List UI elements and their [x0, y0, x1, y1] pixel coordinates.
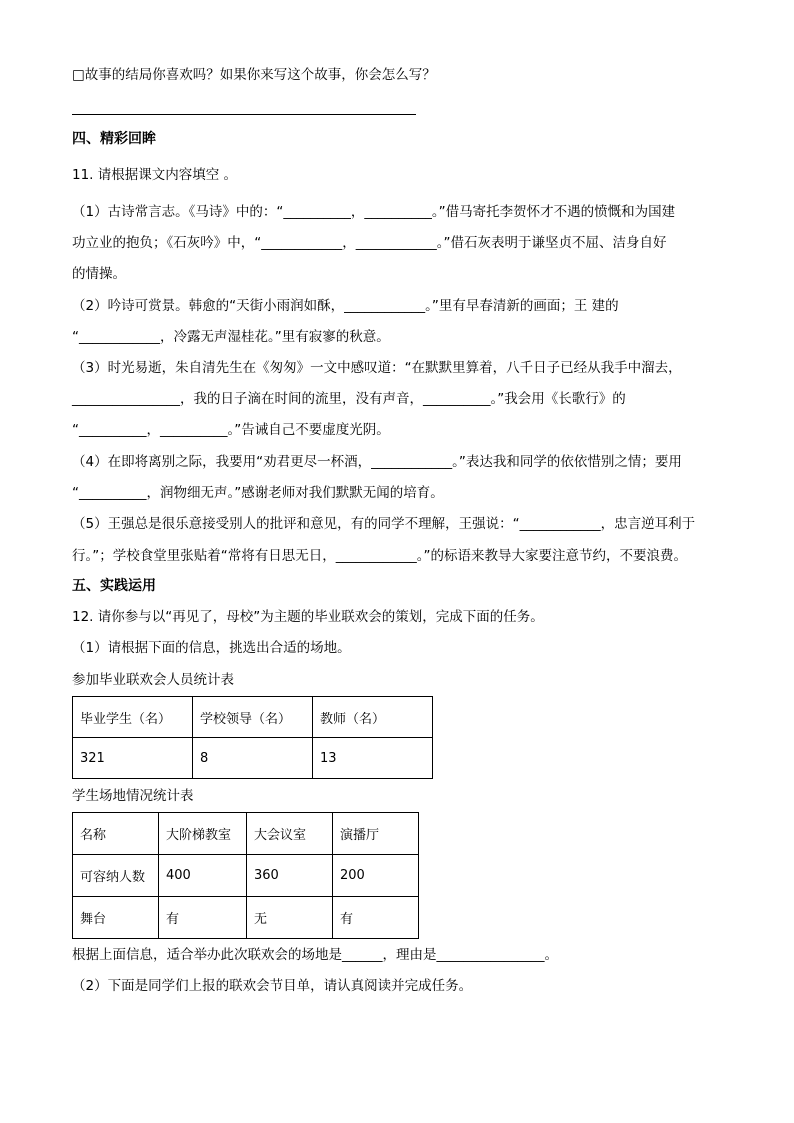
table2-caption: 学生场地情况统计表 [72, 788, 194, 804]
section5-title: 五、实践运用 [72, 578, 156, 594]
q11-part1-line1: （1）古诗常言志。《马诗》中的：“__________，__________。”借马寄托李贺怀才不遇的愤慨和为国建 [72, 204, 676, 220]
table-row [73, 897, 419, 939]
q11-part5-line1: （5）王强总是很乐意接受别人的批评和意见，有的同学不理解，王强说：“____________，忠言逆耳利于 [72, 516, 696, 532]
table-cell: 有 [159, 897, 247, 939]
q12-sub1: （1）请根据下面的信息，挑选出合适的场地。 [72, 640, 351, 656]
q12-sub2: （2）下面是同学们上报的联欢会节目单，请认真阅读并完成任务。 [72, 978, 473, 994]
table-cell: 360 [247, 855, 333, 897]
table-cell: 可容纳人数 [73, 855, 159, 897]
table-cell: 舞台 [73, 897, 159, 939]
table-row [73, 855, 419, 897]
table-header-cell: 学校领导（名） [193, 697, 313, 738]
table-header-cell: 毕业学生（名） [73, 697, 193, 738]
venue-table [72, 812, 419, 939]
q11-part3-line2: ________________，我的日子滴在时间的流里，没有声音，__________。”我会用《长歌行》的 [72, 391, 626, 407]
q11-part1-line2: 功立业的抱负；《石灰吟》中，“____________，____________。”借石灰表明于谦坚贞不屈、洁身自好 [72, 235, 667, 251]
q11-part4-line2: “__________，润物细无声。”感谢老师对我们默默无闻的培育。 [72, 485, 444, 501]
table-header-cell: 大阶梯教室 [159, 813, 247, 855]
table-cell: 200 [333, 855, 419, 897]
table-cell: 400 [159, 855, 247, 897]
q11-part2-line1: （2）吟诗可赏景。韩愈的“天街小雨润如酥，____________。”里有早春清新的画面；王 建的 [72, 298, 619, 314]
q11-part5-line2: 行。”；学校食堂里张贴着“常将有日思无日，____________。”的标语来教导大家要注意节约，不要浪费。 [72, 548, 687, 564]
table1-caption: 参加毕业联欢会人员统计表 [72, 672, 234, 688]
q11-stem: 11. 请根据课文内容填空 。 [72, 167, 238, 183]
q11-part4-line1: （4）在即将离别之际，我要用“劝君更尽一杯酒，____________。”表达我和同学的依依惜别之情；要用 [72, 454, 682, 470]
q12-stem: 12. 请你参与以“再见了，母校”为主题的毕业联欢会的策划，完成下面的任务。 [72, 609, 544, 625]
q11-part3-line3: “__________，__________。”告诫自己不要虚度光阴。 [72, 422, 390, 438]
table-row [73, 738, 433, 779]
table-header-cell: 名称 [73, 813, 159, 855]
table-header-cell: 教师（名） [313, 697, 433, 738]
section4-title: 四、精彩回眸 [72, 131, 156, 147]
table-row [73, 697, 433, 738]
q11-part3-line1: （3）时光易逝，朱自清先生在《匆匆》一文中感叹道：“在默默里算着，八千日子已经从我手中溜去， [72, 360, 682, 376]
venue-answer-line: 根据上面信息，适合举办此次联欢会的场地是______，理由是________________。 [72, 947, 558, 963]
table-row [73, 813, 419, 855]
table-cell: 321 [73, 738, 193, 779]
attendance-table [72, 696, 433, 779]
q11-part2-line2: “____________，冷露无声湿桂花。”里有寂寥的秋意。 [72, 329, 390, 345]
table-cell: 8 [193, 738, 313, 779]
q11-part1-line3: 的情操。 [72, 266, 126, 282]
table-header-cell: 演播厅 [333, 813, 419, 855]
table-cell: 有 [333, 897, 419, 939]
table-cell: 无 [247, 897, 333, 939]
answer-line-rule [72, 114, 416, 115]
prev-question-prompt: □故事的结局你喜欢吗？如果你来写这个故事，你会怎么写？ [72, 67, 436, 83]
table-cell: 13 [313, 738, 433, 779]
table-header-cell: 大会议室 [247, 813, 333, 855]
